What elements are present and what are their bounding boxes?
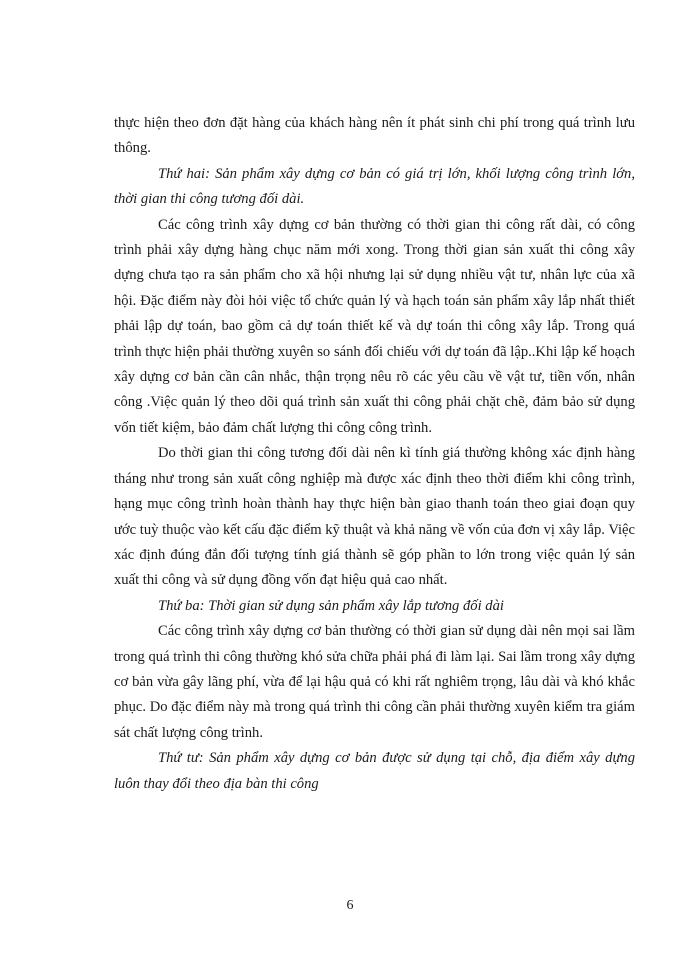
page-number: 6 <box>346 898 354 913</box>
paragraph-thi-cong-dai: Các công trình xây dựng cơ bản thường có thời gian thi công rất dài, có công trình phải xây dựng hàng chục năm mới xong. Trong thời gian sản xuất thi công xây dựng chưa tạo ra sản phẩm cho xã hội nhưng lại sử dụng nhiều vật tư, nhân lực của xã hội. Đặc điểm này đòi hỏi việc tổ chức quản lý và hạch toán sản phẩm xây lắp nhất thiết phải lập dự toán, bao gồm cả dự toán thiết kế và dự toán thi công xây lắp. Trong quá trình thực hiện phải thường xuyên so sánh đối chiếu với dự toán đã lập..Khi lập kế hoạch xây dựng cơ bản cần cân nhắc, thận trọng nêu rõ các yêu cầu về vật tư, tiền vốn, nhân công .Việc quản lý theo dõi quá trình sản xuất thi công phải chặt chẽ, đảm bảo sử dụng vốn tiết kiệm, bảo đảm chất lượng thi công công trình. <box>114 216 635 436</box>
paragraph-thoi-gian-su-dung: Các công trình xây dựng cơ bản thường có thời gian sử dụng dài nên mọi sai lầm trong quá trình thi công thường khó sửa chữa phải phá đi làm lại. Sai lầm trong xây dựng cơ bản vừa gây lãng phí, vừa để lại hậu quả có khi rất nghiêm trọng, lâu dài và khó khắc phục. Do đặc điểm này mà trong quá trình thi công cần phải thường xuyên kiểm tra giám sát chất lượng công trình. <box>114 623 635 741</box>
heading-thu-ba: Thứ ba: Thời gian sử dụng sản phẩm xây lắp tương đối dài <box>158 597 504 614</box>
heading-thu-tu: Thứ tư: Sản phẩm xây dựng cơ bản được sử dụng tại chỗ, địa điểm xây dựng luôn thay đổi theo địa bàn thi công <box>114 750 635 792</box>
paragraph-continuation: thực hiện theo đơn đặt hàng của khách hàng nên ít phát sinh chi phí trong quá trình lưu thông. <box>114 115 635 157</box>
paragraph-ky-tinh-gia: Do thời gian thi công tương đối dài nên kì tính giá thường không xác định hàng tháng như trong sản xuất công nghiệp mà được xác định theo thời điểm khi công trình, hạng mục công trình hoàn thành hay thực hiện bàn giao thanh toán theo giai đoạn quy ước tuỳ thuộc vào kết cấu đặc điểm kỹ thuật và khả năng về vốn của đơn vị xây lắp. Việc xác định đúng đắn đối tượng tính giá thành sẽ góp phần to lớn trong việc quản lý sản xuất thi công và sử dụng đồng vốn đạt hiệu quả cao nhất. <box>114 445 635 589</box>
heading-thu-hai: Thứ hai: Sản phẩm xây dựng cơ bản có giá trị lớn, khối lượng công trình lớn, thời gian thi công tương đối dài. <box>114 165 635 208</box>
body-text <box>114 111 635 797</box>
